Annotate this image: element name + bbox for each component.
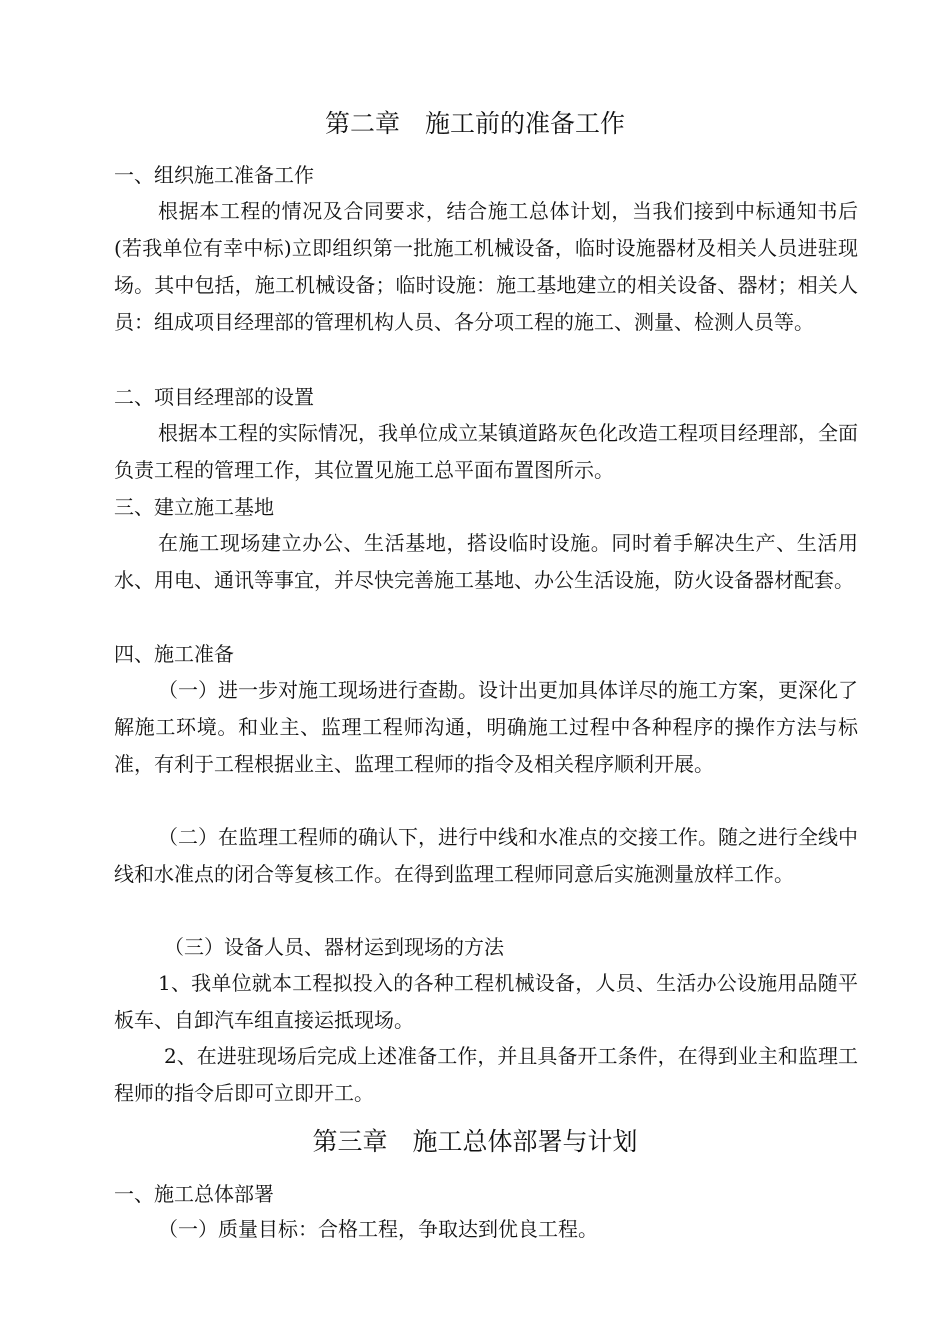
section-heading-1: 一、组织施工准备工作 xyxy=(114,163,314,187)
chapter-3-section-heading-1: 一、施工总体部署 xyxy=(114,1182,274,1206)
section-4-paragraph-2: （二）在监理工程师的确认下，进行中线和水准点的交接工作。随之进行全线中线和水准点的闭合等复核工作。在得到监理工程师同意后实施测量放样工作。 xyxy=(114,825,858,886)
section-4-paragraph-1: （一）进一步对施工现场进行查勘。设计出更加具体详尽的施工方案，更深化了解施工环境。和业主、监理工程师沟通，明确施工过程中各种程序的操作方法与标准，有利于工程根据业主、监理工程师的指令及相关程序顺利开展。 xyxy=(114,678,858,776)
chapter-3-title: 第三章 施工总体部署与计划 xyxy=(312,1127,638,1156)
section-4-paragraph-4: 1、我单位就本工程拟投入的各种工程机械设备，人员、生活办公设施用品随平板车、自卸汽车组直接运抵现场。 xyxy=(114,971,858,1032)
section-heading-2: 二、项目经理部的设置 xyxy=(114,385,314,409)
section-2-paragraph: 根据本工程的实际情况，我单位成立某镇道路灰色化改造工程项目经理部，全面负责工程的管理工作，其位置见施工总平面布置图所示。 xyxy=(114,421,858,482)
chapter-3-section-1-item-1: （一）质量目标：合格工程，争取达到优良工程。 xyxy=(158,1217,598,1241)
section-1-paragraph: 根据本工程的情况及合同要求，结合施工总体计划，当我们接到中标通知书后(若我单位有幸中标)立即组织第一批施工机械设备，临时设施器材及相关人员进驻现场。其中包括，施工机械设备；临时设施：施工基地建立的相关设备、器材；相关人员：组成项目经理部的管理机构人员、各分项工程的施工、测量、检测人员等。 xyxy=(114,199,858,334)
section-4-paragraph-5: 2、在进驻现场后完成上述准备工作，并且具备开工条件，在得到业主和监理工程师的指令后即可立即开工。 xyxy=(114,1044,858,1105)
section-heading-3: 三、建立施工基地 xyxy=(114,495,274,519)
section-4-subheading-3: （三）设备人员、器材运到现场的方法 xyxy=(164,935,504,959)
section-heading-4: 四、施工准备 xyxy=(114,642,234,666)
section-3-paragraph: 在施工现场建立办公、生活基地，搭设临时设施。同时着手解决生产、生活用水、用电、通讯等事宜，并尽快完善施工基地、办公生活设施，防火设备器材配套。 xyxy=(114,531,858,592)
chapter-2-title: 第二章 施工前的准备工作 xyxy=(324,109,625,138)
